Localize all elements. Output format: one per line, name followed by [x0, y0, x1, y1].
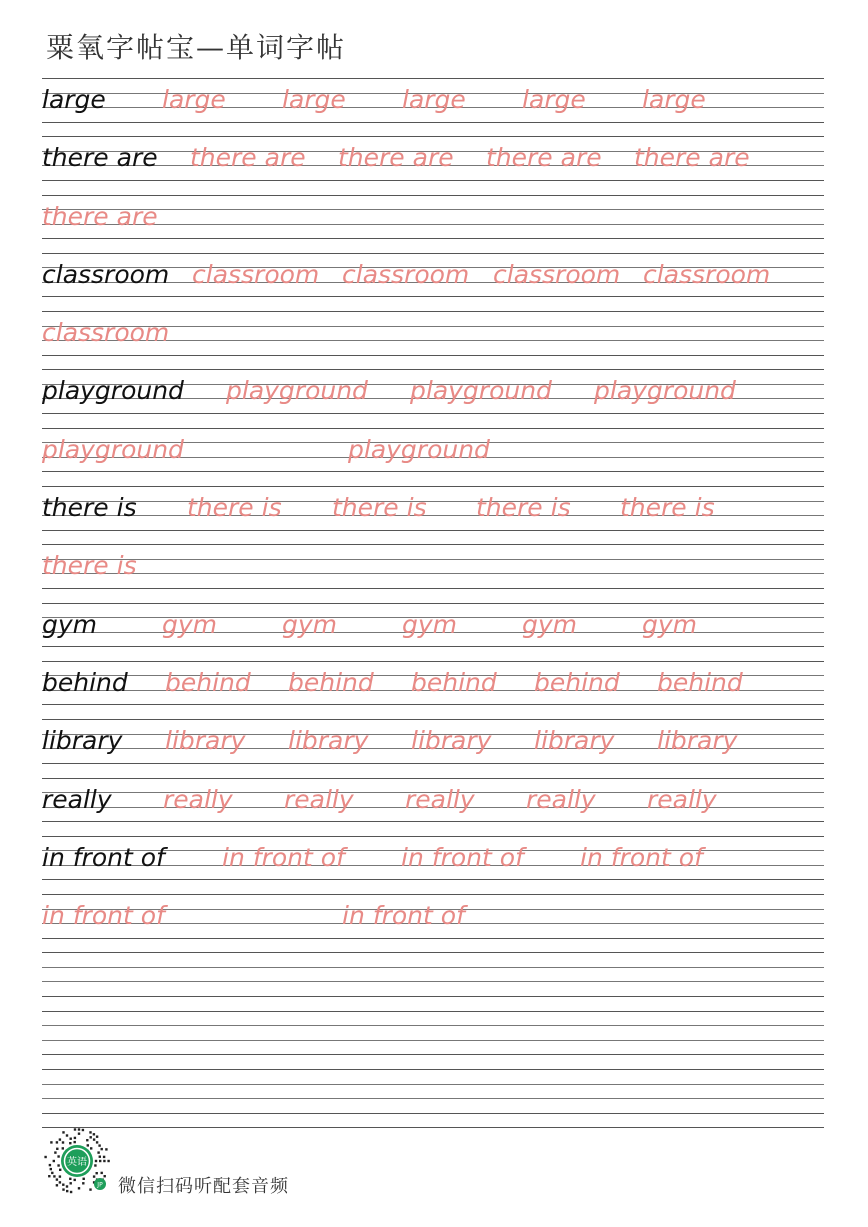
ruling-line: [42, 894, 824, 895]
qr-dot: [93, 1133, 95, 1135]
ruling-line: [42, 588, 824, 589]
qr-dot: [70, 1138, 72, 1140]
qr-dot: [53, 1160, 55, 1162]
handwriting-practice-sheet: [42, 78, 824, 1127]
qr-dot: [70, 1191, 72, 1193]
ruling-line: [42, 719, 824, 720]
trace-word: really: [405, 784, 475, 814]
qr-dot: [50, 1168, 52, 1170]
trace-word: large: [642, 85, 706, 114]
practice-row: [42, 894, 824, 952]
qr-dot: [56, 1184, 58, 1186]
qr-dot: [94, 1164, 96, 1166]
trace-word: in front of: [42, 901, 165, 931]
qr-dot: [54, 1151, 56, 1153]
model-word: really: [42, 784, 112, 814]
qr-badge-label: 英语: [67, 1157, 87, 1168]
ruling-line: [42, 1069, 824, 1070]
qr-dot: [96, 1172, 98, 1174]
model-word: library: [42, 726, 123, 756]
trace-word: there is: [42, 551, 137, 581]
trace-word: library: [288, 726, 369, 756]
ruling-line: [42, 253, 824, 254]
practice-row: [42, 311, 824, 369]
qr-dot: [69, 1142, 71, 1144]
practice-row: [42, 661, 824, 719]
qr-dot: [89, 1131, 91, 1133]
qr-dot: [96, 1136, 98, 1138]
qr-dot: [49, 1164, 51, 1166]
ruling-line: [42, 296, 824, 297]
trace-word: library: [165, 726, 246, 756]
footer: [42, 1126, 342, 1198]
model-word: large: [42, 85, 106, 114]
qr-dot: [59, 1181, 61, 1183]
trace-word: playground: [42, 434, 184, 464]
trace-word: behind: [288, 667, 374, 697]
model-word: classroom: [42, 259, 170, 289]
ruling-line: [42, 369, 824, 370]
model-word: behind: [42, 667, 128, 697]
ruling-line: [42, 486, 824, 487]
ruling-line: [42, 821, 824, 822]
qr-dot: [105, 1148, 107, 1150]
ruling-line: [42, 1011, 824, 1012]
qr-dot: [78, 1133, 80, 1135]
qr-dot: [59, 1138, 61, 1140]
trace-word: in front of: [580, 842, 703, 872]
qr-dot: [90, 1147, 92, 1149]
trace-word: gym: [162, 609, 218, 639]
qr-dot: [101, 1148, 103, 1150]
qr-dot: [107, 1160, 109, 1162]
trace-word: playground: [348, 434, 490, 464]
ruling-line: [42, 224, 824, 225]
qr-dot: [57, 1155, 59, 1157]
ruling-line: [42, 544, 824, 545]
trace-word: gym: [642, 609, 698, 639]
practice-row: [42, 544, 824, 602]
practice-row: [42, 428, 824, 486]
qr-dot: [59, 1175, 61, 1177]
qr-dot: [86, 1139, 88, 1141]
trace-word: classroom: [643, 259, 771, 289]
practice-row: [42, 952, 824, 1010]
ruling-line: [42, 704, 824, 705]
ruling-line: [42, 78, 824, 79]
trace-word: really: [526, 784, 596, 814]
ruling-line: [42, 1054, 824, 1055]
qr-dot: [51, 1172, 53, 1174]
qr-code-icon[interactable]: [42, 1126, 112, 1196]
ruling-line: [42, 530, 824, 531]
qr-dot: [82, 1182, 84, 1184]
practice-row: [42, 603, 824, 661]
trace-word: really: [284, 784, 354, 814]
model-word: in front of: [42, 842, 165, 872]
qr-dot: [74, 1141, 76, 1143]
ruling-line: [42, 311, 824, 312]
qr-dot: [93, 1138, 95, 1140]
qr-dot: [69, 1178, 71, 1180]
qr-dot: [98, 1144, 100, 1146]
practice-row: [42, 78, 824, 136]
trace-word: large: [402, 85, 466, 114]
qr-dot: [57, 1164, 59, 1166]
ruling-line: [42, 603, 824, 604]
qr-dot: [48, 1175, 50, 1177]
trace-word: library: [534, 726, 615, 756]
trace-word: gym: [282, 609, 338, 639]
ruling-line: [42, 413, 824, 414]
trace-word: there are: [338, 143, 454, 173]
trace-word: there are: [190, 143, 306, 173]
model-word: gym: [42, 609, 98, 639]
trace-word: classroom: [42, 318, 170, 348]
trace-word: there is: [332, 493, 427, 523]
trace-word: behind: [657, 667, 743, 697]
trace-word: there are: [634, 143, 750, 173]
model-word: playground: [42, 376, 184, 406]
practice-row: [42, 195, 824, 253]
ruling-line: [42, 778, 824, 779]
qr-dot: [89, 1188, 91, 1190]
trace-word: gym: [402, 609, 458, 639]
ruling-line: [42, 1025, 824, 1026]
ruling-line: [42, 938, 824, 939]
practice-row: [42, 369, 824, 427]
trace-word: classroom: [493, 259, 621, 289]
trace-word: classroom: [192, 259, 320, 289]
qr-dot: [82, 1129, 84, 1131]
qr-dot: [56, 1148, 58, 1150]
trace-word: there are: [42, 201, 158, 231]
ruling-line: [42, 209, 824, 210]
trace-word: behind: [165, 667, 251, 697]
qr-dot: [101, 1172, 103, 1174]
trace-word: gym: [522, 609, 578, 639]
practice-row: [42, 253, 824, 311]
ruling-line: [42, 122, 824, 123]
trace-word: playground: [594, 376, 736, 406]
ruling-line: [42, 428, 824, 429]
ruling-line: [42, 879, 824, 880]
ruling-line: [42, 471, 824, 472]
qr-dot: [99, 1160, 101, 1162]
qr-dot: [44, 1156, 46, 1158]
qr-dot: [96, 1141, 98, 1143]
qr-dot: [66, 1185, 68, 1187]
practice-row: [42, 719, 824, 777]
trace-word: large: [282, 85, 346, 114]
qr-dot: [93, 1175, 95, 1177]
trace-word: in front of: [342, 901, 465, 931]
trace-word: playground: [226, 376, 368, 406]
qr-dot: [70, 1182, 72, 1184]
practice-row: [42, 486, 824, 544]
trace-word: behind: [534, 667, 620, 697]
ruling-line: [42, 180, 824, 181]
trace-word: library: [411, 726, 492, 756]
trace-word: in front of: [401, 842, 524, 872]
ruling-line: [42, 836, 824, 837]
qr-dot: [97, 1151, 99, 1153]
qr-dot: [50, 1141, 52, 1143]
trace-word: in front of: [222, 842, 345, 872]
ruling-line: [42, 952, 824, 953]
ruling-line: [42, 195, 824, 196]
ruling-line: [42, 136, 824, 137]
trace-word: there is: [620, 493, 715, 523]
qr-dot: [90, 1136, 92, 1138]
ruling-line: [42, 646, 824, 647]
qr-dot: [62, 1147, 64, 1149]
qr-dot: [53, 1175, 55, 1177]
qr-dot: [74, 1179, 76, 1181]
trace-word: library: [657, 726, 738, 756]
qr-dot: [99, 1156, 101, 1158]
trace-word: there are: [486, 143, 602, 173]
qr-dot: [103, 1160, 105, 1162]
qr-dot: [62, 1188, 64, 1190]
trace-word: really: [163, 784, 233, 814]
trace-word: large: [522, 85, 586, 114]
ruling-line: [42, 967, 824, 968]
qr-dot: [87, 1144, 89, 1146]
ruling-line: [42, 573, 824, 574]
trace-word: there is: [476, 493, 571, 523]
ruling-line: [42, 981, 824, 982]
ruling-line: [42, 1098, 824, 1099]
ruling-line: [42, 1113, 824, 1114]
qr-dot: [103, 1156, 105, 1158]
ruling-line: [42, 1040, 824, 1041]
practice-row: [42, 1069, 824, 1127]
ruling-line: [42, 1084, 824, 1085]
qr-dot: [62, 1141, 64, 1143]
qr-dot: [74, 1128, 76, 1130]
trace-word: large: [162, 85, 226, 114]
ruling-line: [42, 996, 824, 997]
qr-dot: [74, 1137, 76, 1139]
qr-dot: [56, 1141, 58, 1143]
ruling-line: [42, 238, 824, 239]
practice-row: [42, 1011, 824, 1069]
trace-word: really: [647, 784, 717, 814]
scan-instruction: 微信扫码听配套音频: [118, 1176, 289, 1197]
qr-dot: [95, 1160, 97, 1162]
qr-dot: [66, 1134, 68, 1136]
qr-dot: [104, 1175, 106, 1177]
ruling-line: [42, 763, 824, 764]
qr-dot: [83, 1178, 85, 1180]
qr-corner-label: JP: [97, 1181, 103, 1189]
practice-row: [42, 136, 824, 194]
trace-word: classroom: [342, 259, 470, 289]
model-word: there are: [42, 143, 158, 173]
model-word: there is: [42, 493, 137, 523]
qr-dot: [78, 1128, 80, 1130]
trace-word: there is: [187, 493, 282, 523]
qr-dot: [78, 1187, 80, 1189]
qr-dot: [59, 1169, 61, 1171]
ruling-line: [42, 559, 824, 560]
page-title: 粟氧字帖宝—单词字帖: [46, 31, 347, 64]
trace-word: playground: [410, 376, 552, 406]
ruling-line: [42, 661, 824, 662]
qr-dot: [62, 1184, 64, 1186]
practice-row: [42, 778, 824, 836]
qr-dot: [56, 1178, 58, 1180]
practice-row: [42, 836, 824, 894]
trace-word: behind: [411, 667, 497, 697]
qr-dot: [66, 1190, 68, 1192]
qr-dot: [62, 1131, 64, 1133]
ruling-line: [42, 355, 824, 356]
